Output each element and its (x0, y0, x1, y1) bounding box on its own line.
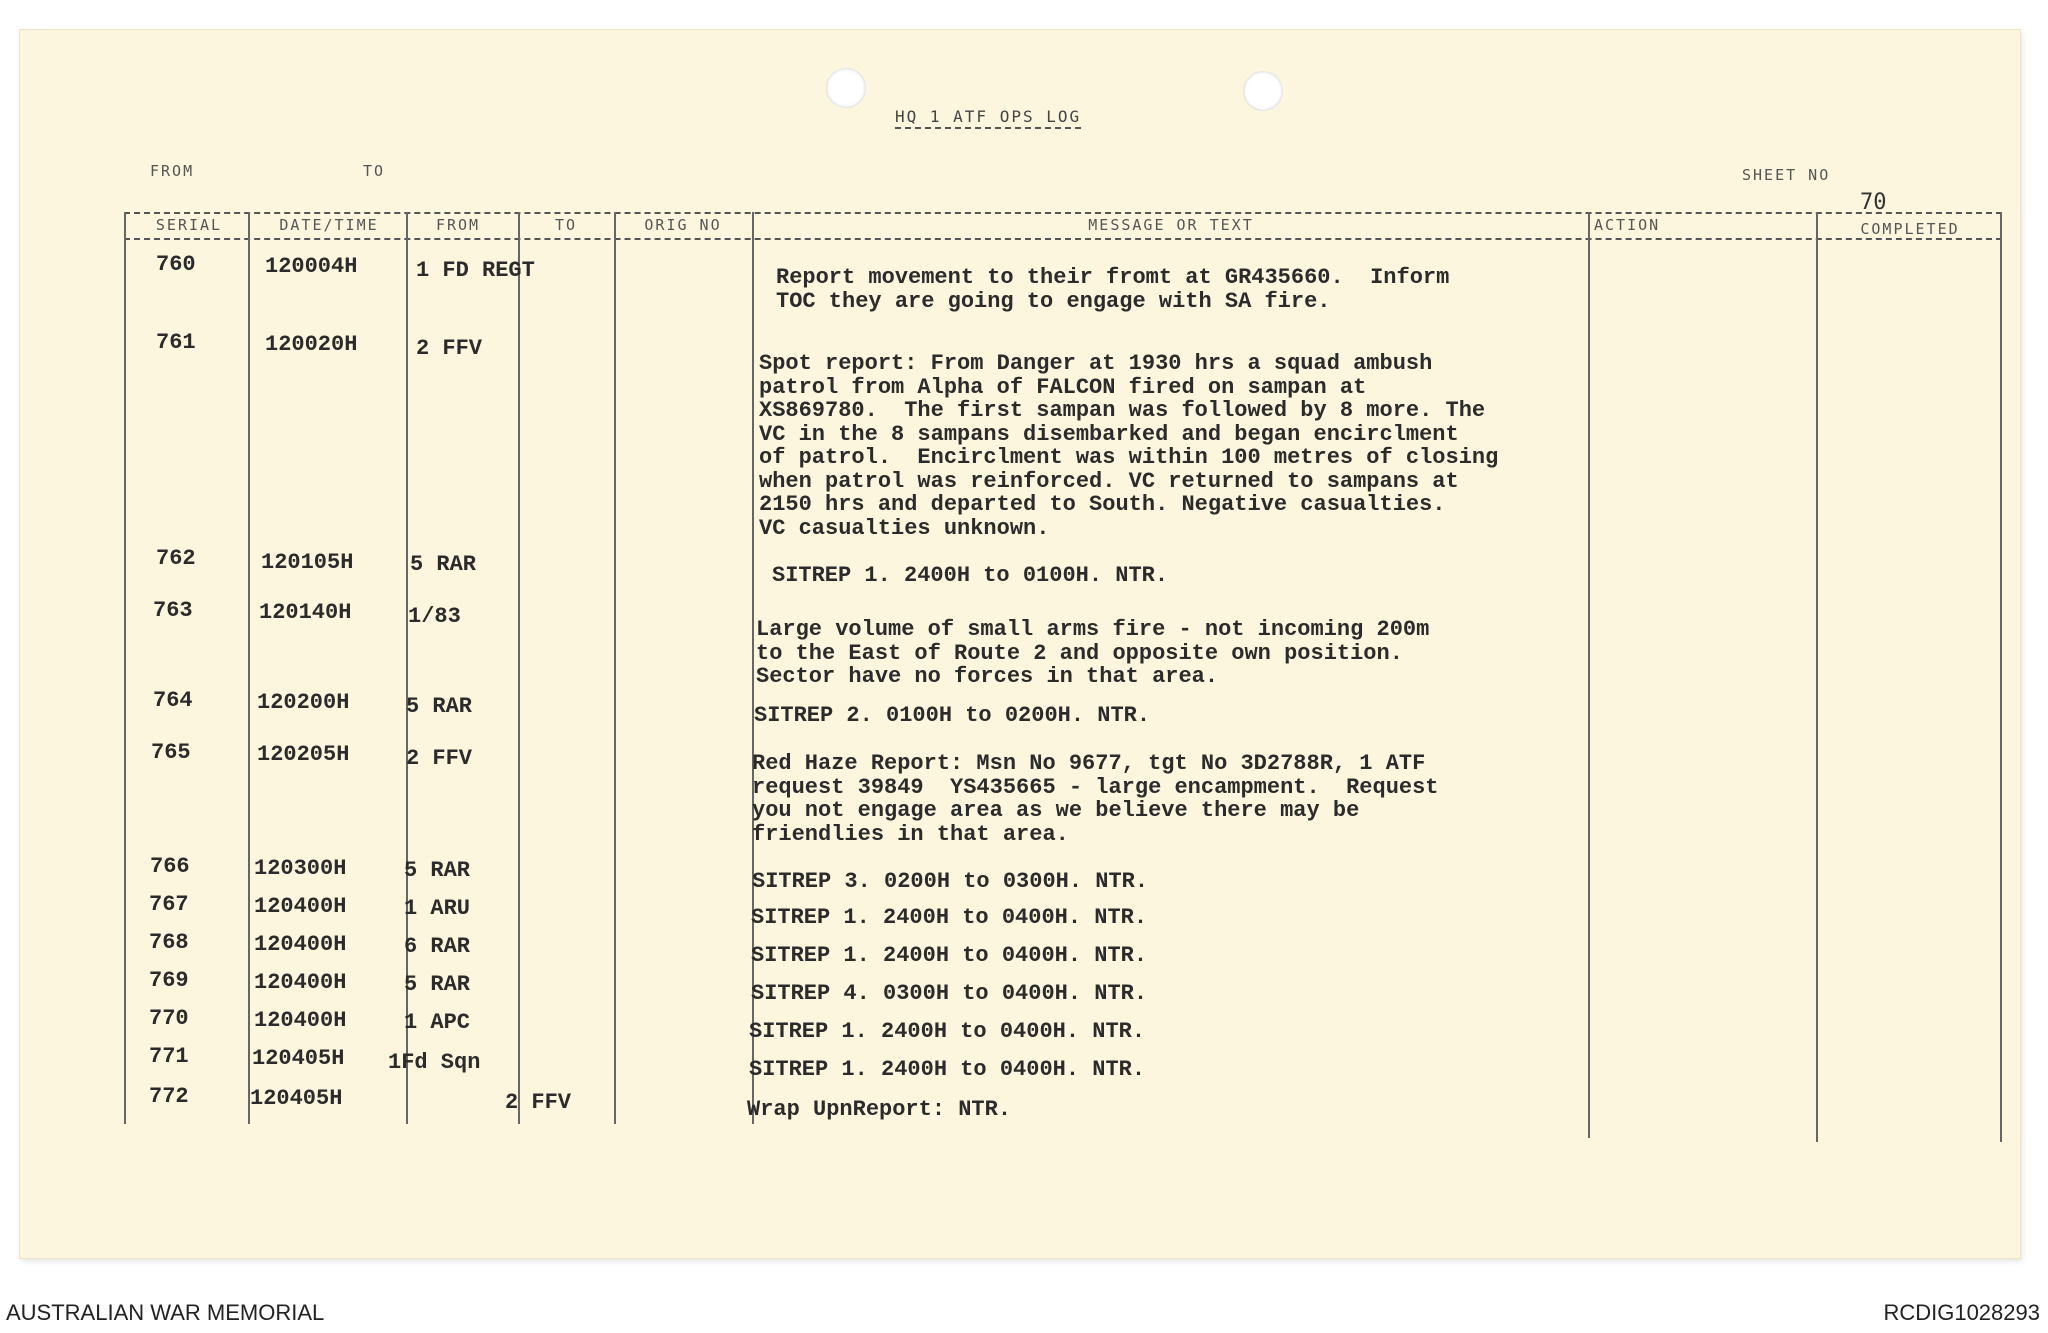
message-cell: SITREP 1. 2400H to 0100H. NTR. (772, 563, 1169, 588)
datetime-cell: 120205H (257, 742, 350, 767)
message-cell: SITREP 4. 0300H to 0400H. NTR. (751, 981, 1148, 1006)
from-cell: 1/83 (408, 604, 461, 629)
datetime-cell: 120400H (254, 894, 347, 919)
serial-cell: 768 (149, 930, 189, 955)
message-cell: Large volume of small arms fire - not incoming 200m to the East of Route 2 and opposite own position. Sector have no forces in that area. (756, 617, 1430, 689)
from-cell: 2 FFV (416, 336, 483, 361)
col-divider (614, 212, 616, 1124)
serial-cell: 769 (149, 968, 189, 993)
datetime-cell: 120400H (254, 1008, 347, 1033)
from-label: FROM (150, 162, 195, 180)
from-cell: 1Fd Sqn (388, 1050, 481, 1075)
serial-cell: 767 (149, 892, 189, 917)
col-header-completed: COMPLETED (1860, 220, 1960, 238)
col-divider (248, 212, 250, 1124)
serial-cell: 766 (150, 854, 190, 879)
serial-cell: 765 (151, 740, 191, 765)
serial-cell: 772 (149, 1084, 189, 1109)
col-header-datetime: DATE/TIME (279, 216, 379, 234)
serial-cell: 764 (153, 688, 193, 713)
log-title: HQ 1 ATF OPS LOG (895, 107, 1081, 129)
datetime-cell: 120020H (265, 332, 358, 357)
col-divider (518, 212, 520, 1124)
message-cell: SITREP 1. 2400H to 0400H. NTR. (751, 943, 1148, 968)
message-cell: Spot report: From Danger at 1930 hrs a squad ambush patrol from Alpha of FALCON fired on sampan at XS869780. The first sampan was followed by 8 more. The VC in the 8 sampans disembarked and began encirclment of patrol. Encirclment was within 100 metres of closing when patrol was reinforced. VC returned to sampans at 2150 hrs and departed to South. Negative casualties. VC casualties unknown. (759, 351, 1499, 541)
punch-hole-left (826, 68, 866, 108)
col-divider (1588, 212, 1590, 1138)
col-divider (1816, 212, 1818, 1142)
from-cell: 1 APC (404, 1010, 471, 1035)
from-cell: 5 RAR (404, 858, 471, 883)
message-cell: Wrap UpnReport: NTR. (747, 1097, 1012, 1122)
from-cell: 6 RAR (404, 934, 471, 959)
punch-hole-right (1243, 71, 1283, 111)
datetime-cell: 120400H (254, 970, 347, 995)
serial-cell: 763 (153, 598, 193, 623)
datetime-cell: 120405H (250, 1086, 343, 1111)
message-cell: SITREP 1. 2400H to 0400H. NTR. (749, 1057, 1146, 1082)
footer-institution: AUSTRALIAN WAR MEMORIAL (6, 1300, 325, 1325)
to-cell: 2 FFV (505, 1090, 572, 1115)
to-label: TO (363, 162, 386, 180)
serial-cell: 761 (156, 330, 196, 355)
datetime-cell: 120400H (254, 932, 347, 957)
from-cell: 1 ARU (404, 896, 471, 921)
col-divider (2000, 212, 2002, 1142)
message-cell: SITREP 2. 0100H to 0200H. NTR. (754, 703, 1151, 728)
message-cell: Red Haze Report: Msn No 9677, tgt No 3D2788R, 1 ATF request 39849 YS435665 - large encampment. Request you not engage area as we believe there may be friendlies in that area. (752, 751, 1439, 847)
serial-cell: 762 (156, 546, 196, 571)
from-cell: 1 FD REGT (416, 258, 535, 283)
from-cell: 5 RAR (404, 972, 471, 997)
col-header-serial: SERIAL (155, 216, 223, 234)
from-cell: 5 RAR (410, 552, 477, 577)
message-cell: Report movement to their fromt at GR435660. Inform TOC they are going to engage with SA fire. (776, 265, 1450, 314)
message-cell: SITREP 1. 2400H to 0400H. NTR. (749, 1019, 1146, 1044)
col-header-action: ACTION (1594, 216, 1661, 234)
serial-cell: 760 (156, 252, 196, 277)
datetime-cell: 120200H (257, 690, 350, 715)
datetime-cell: 120140H (259, 600, 352, 625)
serial-cell: 771 (149, 1044, 189, 1069)
col-header-from: FROM (435, 216, 481, 234)
datetime-cell: 120004H (265, 254, 358, 279)
message-cell: SITREP 3. 0200H to 0300H. NTR. (752, 869, 1149, 894)
message-cell: SITREP 1. 2400H to 0400H. NTR. (751, 905, 1148, 930)
from-cell: 2 FFV (406, 746, 473, 771)
col-header-message: MESSAGE OR TEXT (1088, 216, 1254, 234)
datetime-cell: 120405H (252, 1046, 345, 1071)
footer-record-id: RCDIG1028293 (1883, 1300, 2040, 1325)
col-divider (124, 212, 126, 1124)
datetime-cell: 120300H (254, 856, 347, 881)
col-header-to: TO (554, 216, 578, 234)
sheet-no-label: SHEET NO (1742, 166, 1831, 184)
from-cell: 5 RAR (406, 694, 473, 719)
serial-cell: 770 (149, 1006, 189, 1031)
datetime-cell: 120105H (261, 550, 354, 575)
col-header-orig-no: ORIG NO (644, 216, 722, 234)
sheet-number: 70 (1860, 190, 1887, 215)
